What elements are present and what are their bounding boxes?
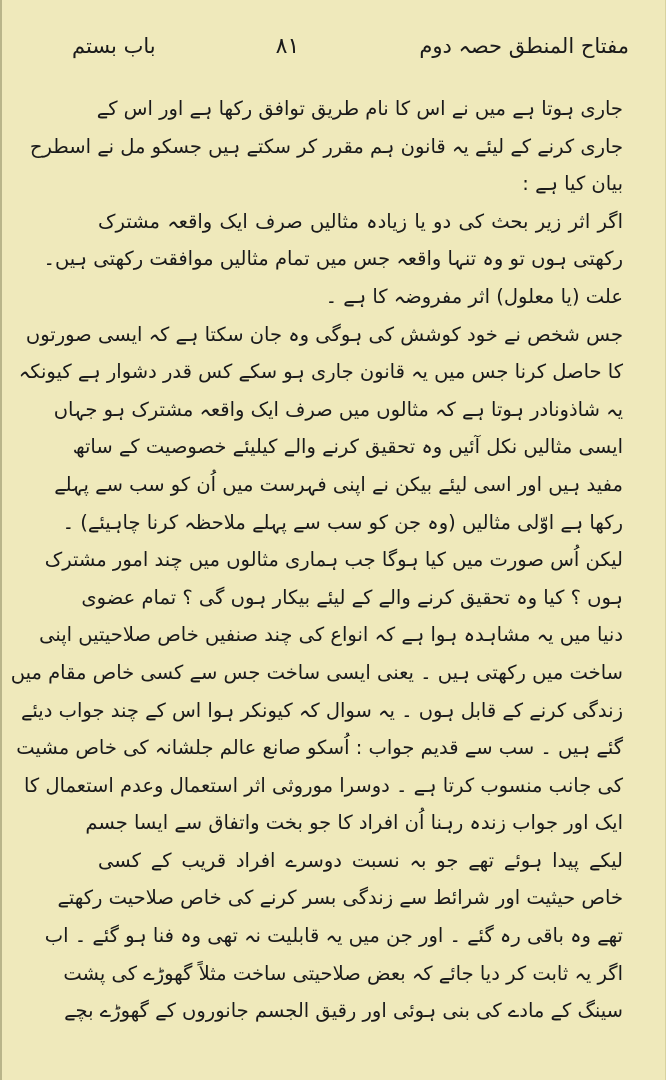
page-number: ۸۱ <box>275 33 300 59</box>
text-line: کا حاصل کرنا جس میں یہ قانون جاری ہو سکے کس قدر دشوار ہے کیونکہ <box>18 360 623 384</box>
page-body <box>10 90 623 1030</box>
text-line: اگر یہ ثابت کر دیا جائے کہ بعض صلاحیتی ساخت مثلاً گھوڑے کی پشت <box>63 961 623 985</box>
text-line: رکھا ہے اوّلی مثالیں (وہ جن کو سب سے پہلے ملاحظہ کرنا چاہیئے) ۔ <box>62 510 623 534</box>
text-line: تھے وہ باقی رہ گئے ۔ اور جن میں یہ قابلیت نہ تھی وہ فنا ہو گئے ۔ اب <box>44 924 623 948</box>
text-line: بیان کیا ہے : <box>522 172 623 196</box>
text-line: لیکن اُس صورت میں کیا ہوگا جب ہماری مثالوں میں چند امور مشترک <box>44 548 623 572</box>
text-line: ایسی مثالیں نکل آئیں وہ تحقیق کرنے والے کیلیئے خصوصیت کے ساتھ <box>72 435 623 459</box>
text-line: علت (یا معلول) اثر مفروضہ کا ہے ۔ <box>325 284 623 308</box>
text-line: مفید ہیں اور اسی لیئے بیکن نے اپنی فہرست میں اُن کو سب سے پہلے <box>54 472 623 496</box>
text-line: ہوں ؟ کیا وہ تحقیق کرنے والے کے لیئے بیکار ہوں گی ؟ تمام عضوی <box>81 585 623 609</box>
page-header <box>72 26 629 66</box>
text-line: ساخت میں رکھتی ہیں ۔ یعنی ایسی ساخت جس سے کسی خاص مقام میں <box>10 660 623 684</box>
chapter-title: باب بستم <box>72 34 156 58</box>
text-line: جاری ہوتا ہے میں نے اس کا نام طریق توافق رکھا ہے اور اس کے <box>96 97 623 120</box>
text-line: ایک اور جواب زندہ رہنا اُن افراد کا جو بخت واتفاق سے ایسا جسم <box>85 811 623 835</box>
text-line: یہ شاذونادر ہوتا ہے کہ مثالوں میں صرف ایک واقعہ مشترک ہو جہاں <box>53 397 623 421</box>
text-line: خاص حیثیت اور شرائط سے زندگی بسر کرنے کی خاص صلاحیت رکھتے <box>57 886 623 910</box>
text-line: سینگ کے مادے کی بنی ہوئی اور رقیق الجسم جانوروں کے گھوڑے بچے <box>64 999 623 1023</box>
text-line: جاری کرنے کے لیئے یہ قانون ہم مقرر کر سکتے ہیں جسکو مل نے اسطرح <box>29 134 623 158</box>
text-line: گئے ہیں ۔ سب سے قدیم جواب : اُسکو صانع عالم جلشانہ کی خاص مشیت <box>16 736 623 760</box>
text-line: زندگی کرنے کے قابل ہوں ۔ یہ سوال کہ کیونکر ہوا اس کے چند جواب دیئے <box>20 698 623 722</box>
text-line: کی جانب منسوب کرتا ہے ۔ دوسرا موروثی اثر استعمال وعدم استعمال کا <box>23 773 623 797</box>
text-line: رکھتی ہوں تو وہ تنہا واقعہ جس میں تمام مثالیں موافقت رکھتی ہیں۔ <box>43 247 623 271</box>
text-line: لیکے پیدا ہوئے تھے جو بہ نسبت دوسرے افراد قریب کے کسی <box>98 848 623 872</box>
text-line: اگر اثر زیر بحث کی دو یا زیادہ مثالیں صرف ایک واقعہ مشترک <box>98 209 623 233</box>
text-line: دنیا میں یہ مشاہدہ ہوا ہے کہ انواع کی چند صنفیں خاص صلاحیتیں اپنی <box>39 623 623 647</box>
text-line: جس شخص نے خود کوشش کی ہوگی وہ جان سکتا ہے کہ ایسی صورتوں <box>25 322 623 346</box>
book-title: مفتاح المنطق حصہ دوم <box>419 34 629 58</box>
